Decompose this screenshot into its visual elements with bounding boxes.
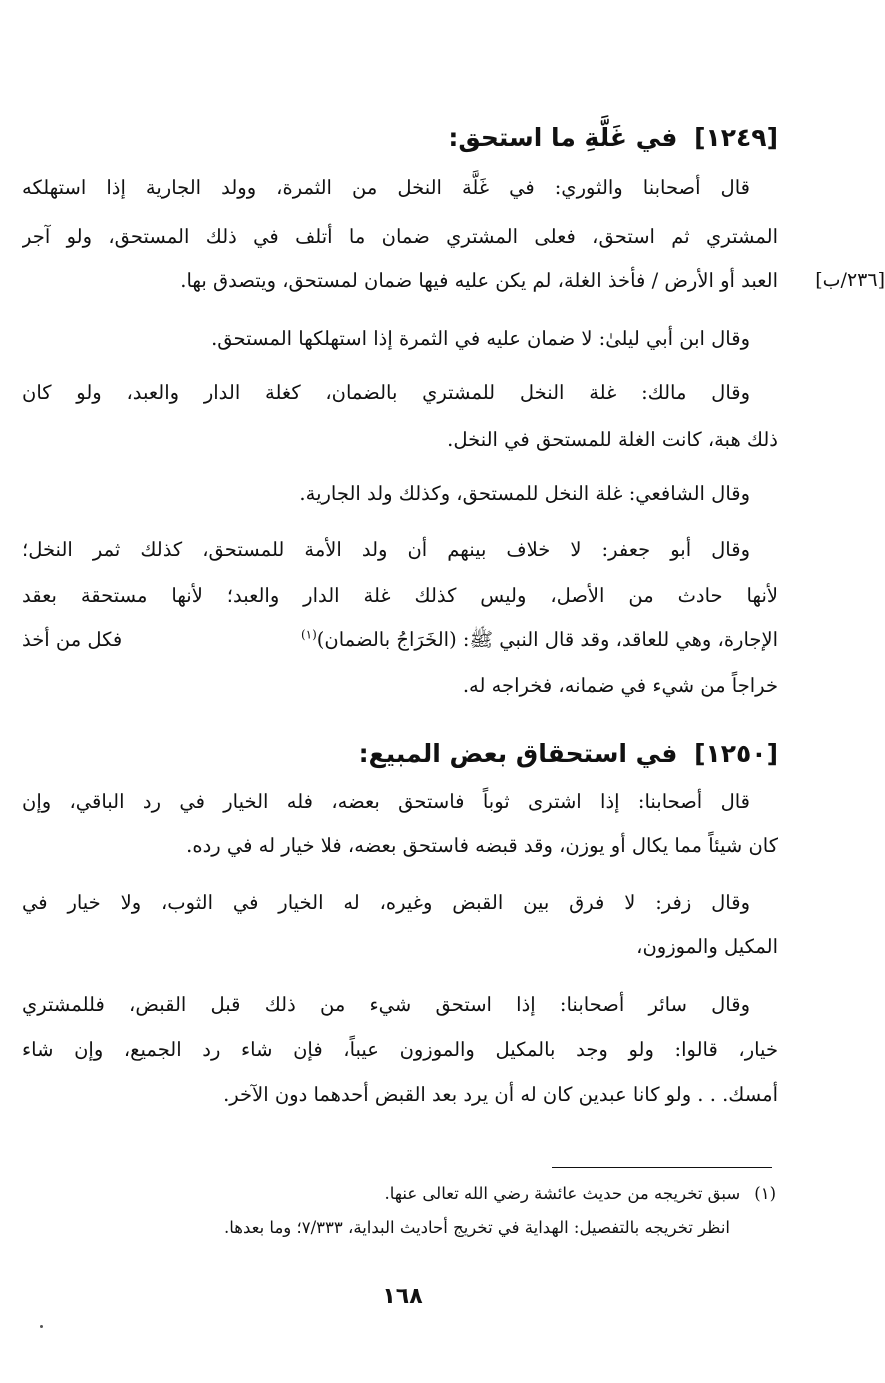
paragraph-line: وقال زفر: لا فرق بين القبض وغيره، له الخيار في الثوب، ولا خيار في bbox=[22, 891, 750, 914]
paragraph-line: أمسك. . . ولو كانا عبدين كان له أن يرد بعد القبض أحدهما دون الآخر. bbox=[223, 1083, 778, 1106]
paragraph-line: المكيل والموزون، bbox=[636, 935, 778, 958]
paragraph-line: العبد أو الأرض / فأخذ الغلة، لم يكن عليه فيها ضمان لمستحق، ويتصدق بها. bbox=[180, 269, 778, 292]
section-heading-1249 bbox=[448, 118, 778, 158]
section-heading-1250 bbox=[359, 734, 778, 774]
section-title: في استحقاق بعض المبيع: bbox=[358, 739, 678, 768]
footnote-line bbox=[22, 1214, 730, 1242]
paragraph-line: لأنها حادث من الأصل، وليس كذلك غلة الدار والعبد؛ لأنها مستحقة بعقد bbox=[22, 584, 778, 607]
paragraph-line: خراجاً من شيء في ضمانه، فخراجه له. bbox=[462, 674, 778, 697]
footnote-marker: (١) bbox=[754, 1184, 776, 1203]
section-number: [١٢٥٠] bbox=[694, 739, 778, 768]
paragraph-text-tail: فكل من أخذ bbox=[22, 628, 123, 651]
paragraph-text: الإجارة، وهي للعاقد، وقد قال النبي ﷺ: (الخَرَاجُ بالضمان) bbox=[316, 628, 778, 651]
footnote-divider bbox=[552, 1167, 772, 1168]
paragraph-line: ذلك هبة، كانت الغلة للمستحق في النخل. bbox=[447, 428, 778, 451]
paragraph-line: وقال الشافعي: غلة النخل للمستحق، وكذلك ولد الجارية. bbox=[299, 482, 750, 505]
section-number: [١٢٤٩] bbox=[694, 123, 778, 152]
paragraph-line: وقال أبو جعفر: لا خلاف بينهم أن ولد الأمة للمستحق، كذلك ثمر النخل؛ bbox=[22, 538, 750, 561]
footnote-line bbox=[22, 1180, 776, 1208]
paragraph-line: خيار، قالوا: ولو وجد بالمكيل والموزون عيباً، فإن شاء رد الجميع، وإن شاء bbox=[22, 1038, 778, 1061]
footnote-text: انظر تخريجه بالتفصيل: الهداية في تخريج أحاديث البداية، ٧/٣٣٣؛ وما بعدها. bbox=[224, 1218, 730, 1237]
paragraph-line: كان شيئاً مما يكال أو يوزن، وقد قبضه فاستحق بعضه، فلا خيار له في رده. bbox=[186, 834, 778, 857]
paragraph-line: قال أصحابنا والثوري: في غَلَّة النخل من الثمرة، وولد الجارية إذا استهلكه bbox=[22, 176, 750, 199]
section-title: في غَلَّةِ ما استحق: bbox=[448, 123, 678, 152]
margin-folio-reference: [٢٣٦/ب] bbox=[815, 269, 885, 291]
paragraph-line: المشتري ثم استحق، فعلى المشتري ضمان ما أتلف في ذلك المستحق، ولو آجر bbox=[22, 225, 778, 248]
scan-speck bbox=[40, 1325, 43, 1328]
paragraph-line: قال أصحابنا: إذا اشترى ثوباً فاستحق بعضه، فله الخيار في رد الباقي، وإن bbox=[22, 790, 750, 813]
paragraph-line: وقال ابن أبي ليلىٰ: لا ضمان عليه في الثمرة إذا استهلكها المستحق. bbox=[211, 327, 750, 350]
paragraph-line: وقال سائر أصحابنا: إذا استحق شيء من ذلك قبل القبض، فللمشتري bbox=[22, 993, 750, 1016]
paragraph-line: وقال مالك: غلة النخل للمشتري بالضمان، كغلة الدار والعبد، ولو كان bbox=[22, 381, 750, 404]
page-number: ١٦٨ bbox=[382, 1284, 423, 1309]
footnote-reference: (١) bbox=[300, 627, 317, 642]
footnote-text: سبق تخريجه من حديث عائشة رضي الله تعالى عنها. bbox=[384, 1184, 741, 1203]
paragraph-line-with-footnote bbox=[22, 622, 778, 658]
